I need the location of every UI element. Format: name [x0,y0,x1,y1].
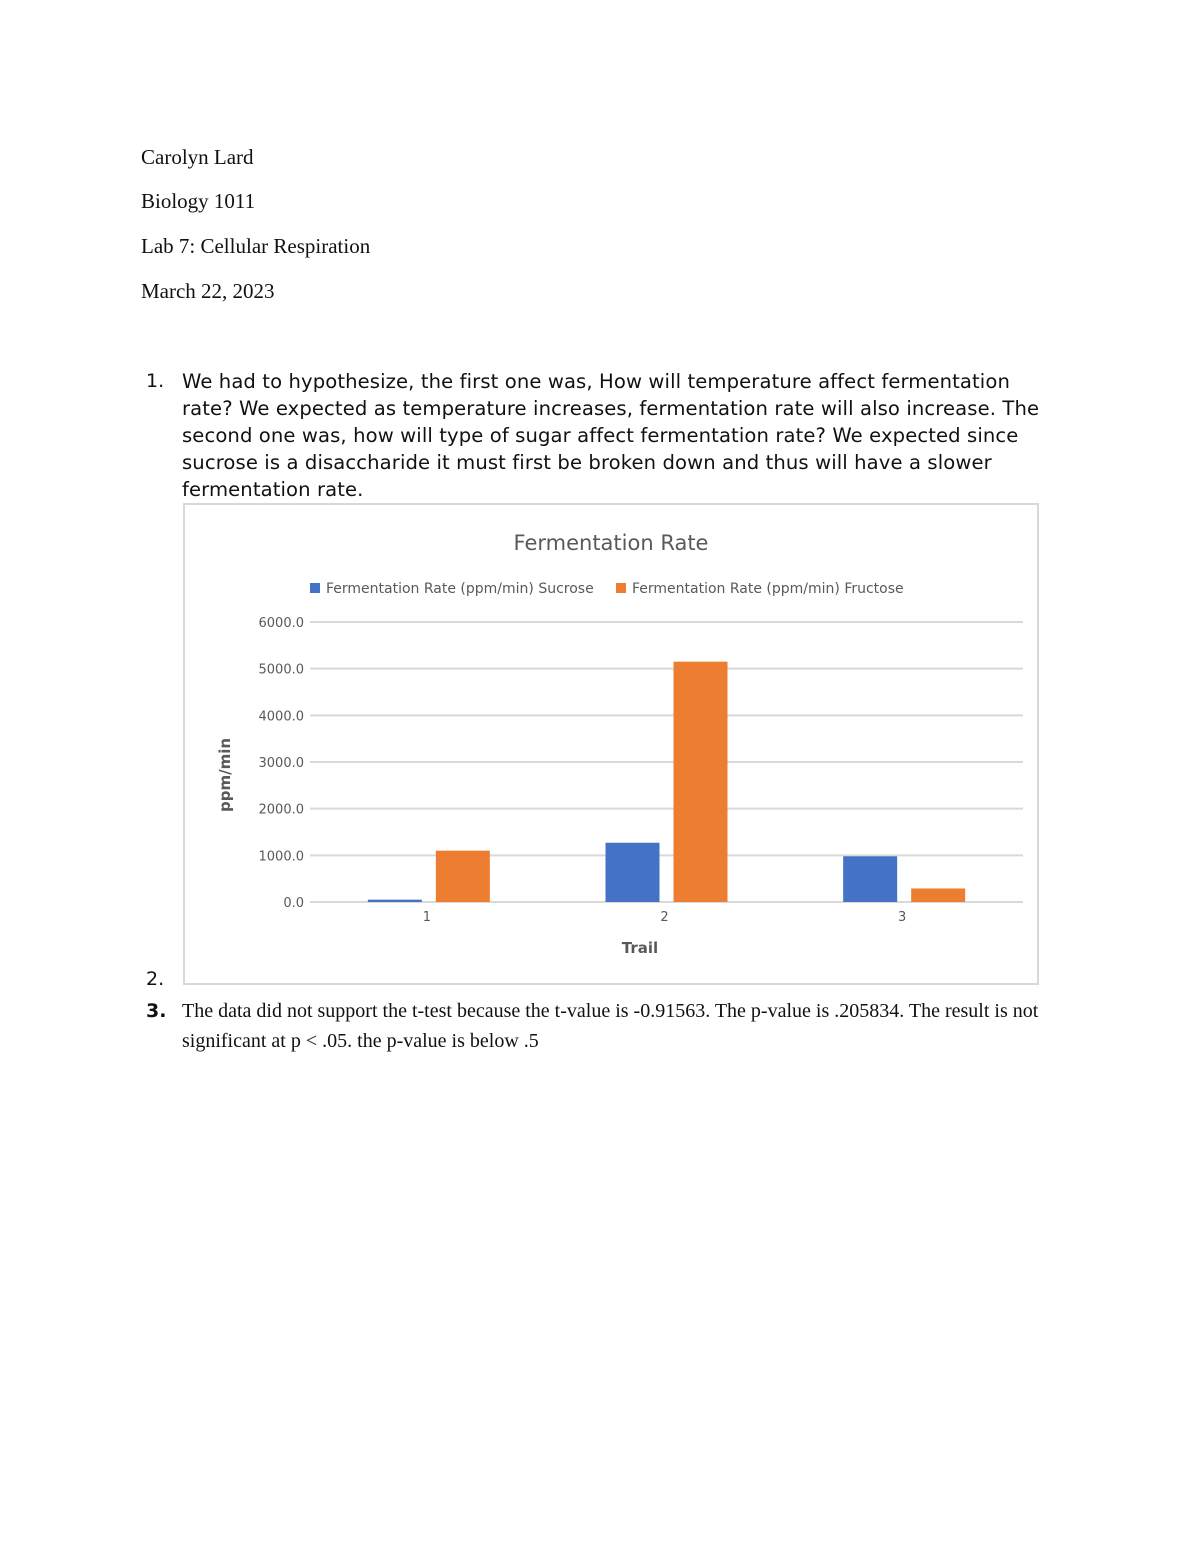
date: March 22, 2023 [141,279,275,303]
legend-label: Fermentation Rate (ppm/min) Fructose [632,581,904,597]
fermentation-chart [183,503,1039,985]
chart-title: Fermentation Rate [513,531,709,555]
y-tick-label: 2000.0 [258,802,304,818]
student-name: Carolyn Lard [141,145,254,169]
chart-gridlines [310,622,1023,902]
y-tick-label: 0.0 [283,896,304,911]
y-tick-label: 6000.0 [258,616,304,631]
y-tick-label: 3000.0 [258,756,304,771]
question-number: 1. [146,370,165,392]
question-number: 2. [146,968,165,990]
bar-sucrose-trail-2 [606,843,660,902]
legend-swatch [616,583,626,593]
chart-canvas [185,505,1037,983]
y-tick-label: 1000.0 [258,849,304,865]
y-tick-label: 5000.0 [258,662,304,678]
bar-fructose-trail-2 [674,662,728,902]
lab-title: Lab 7: Cellular Respiration [141,234,371,258]
bar-sucrose-trail-1 [368,900,422,902]
course-name: Biology 1011 [141,189,256,213]
chart-legend [310,581,904,597]
bar-fructose-trail-3 [911,888,965,902]
bar-fructose-trail-1 [436,851,490,902]
question-number: 3. [146,1000,167,1022]
x-tick-label: 3 [898,910,907,925]
x-tick-label: 2 [660,910,669,925]
x-tick-label: 1 [422,910,431,925]
y-axis-title: ppm/min [216,737,234,813]
legend-swatch [310,583,320,593]
question-text: We had to hypothesize, the first one was, How will temperature affect fermentation rate? We expected as temperature increases, fermentation rate will also increase. The second one was, how will type of sugar affect fermentation rate? We expected since sucrose is a disaccharide it must first be broken down and thus will have a slower fermentation rate. [182,370,1040,501]
bar-sucrose-trail-3 [843,856,897,902]
y-axis-ticks [259,616,305,911]
question-text: The data did not support the t-test because the t-value is -0.91563. The p-value is .205834. The result is not significant at p < .05. the p-value is below .5 [182,1000,1039,1052]
x-axis-title: Trail [621,939,659,957]
legend-label: Fermentation Rate (ppm/min) Sucrose [326,581,594,597]
chart-bars [368,662,965,902]
x-axis-ticks [423,910,907,925]
y-tick-label: 4000.0 [258,709,304,725]
